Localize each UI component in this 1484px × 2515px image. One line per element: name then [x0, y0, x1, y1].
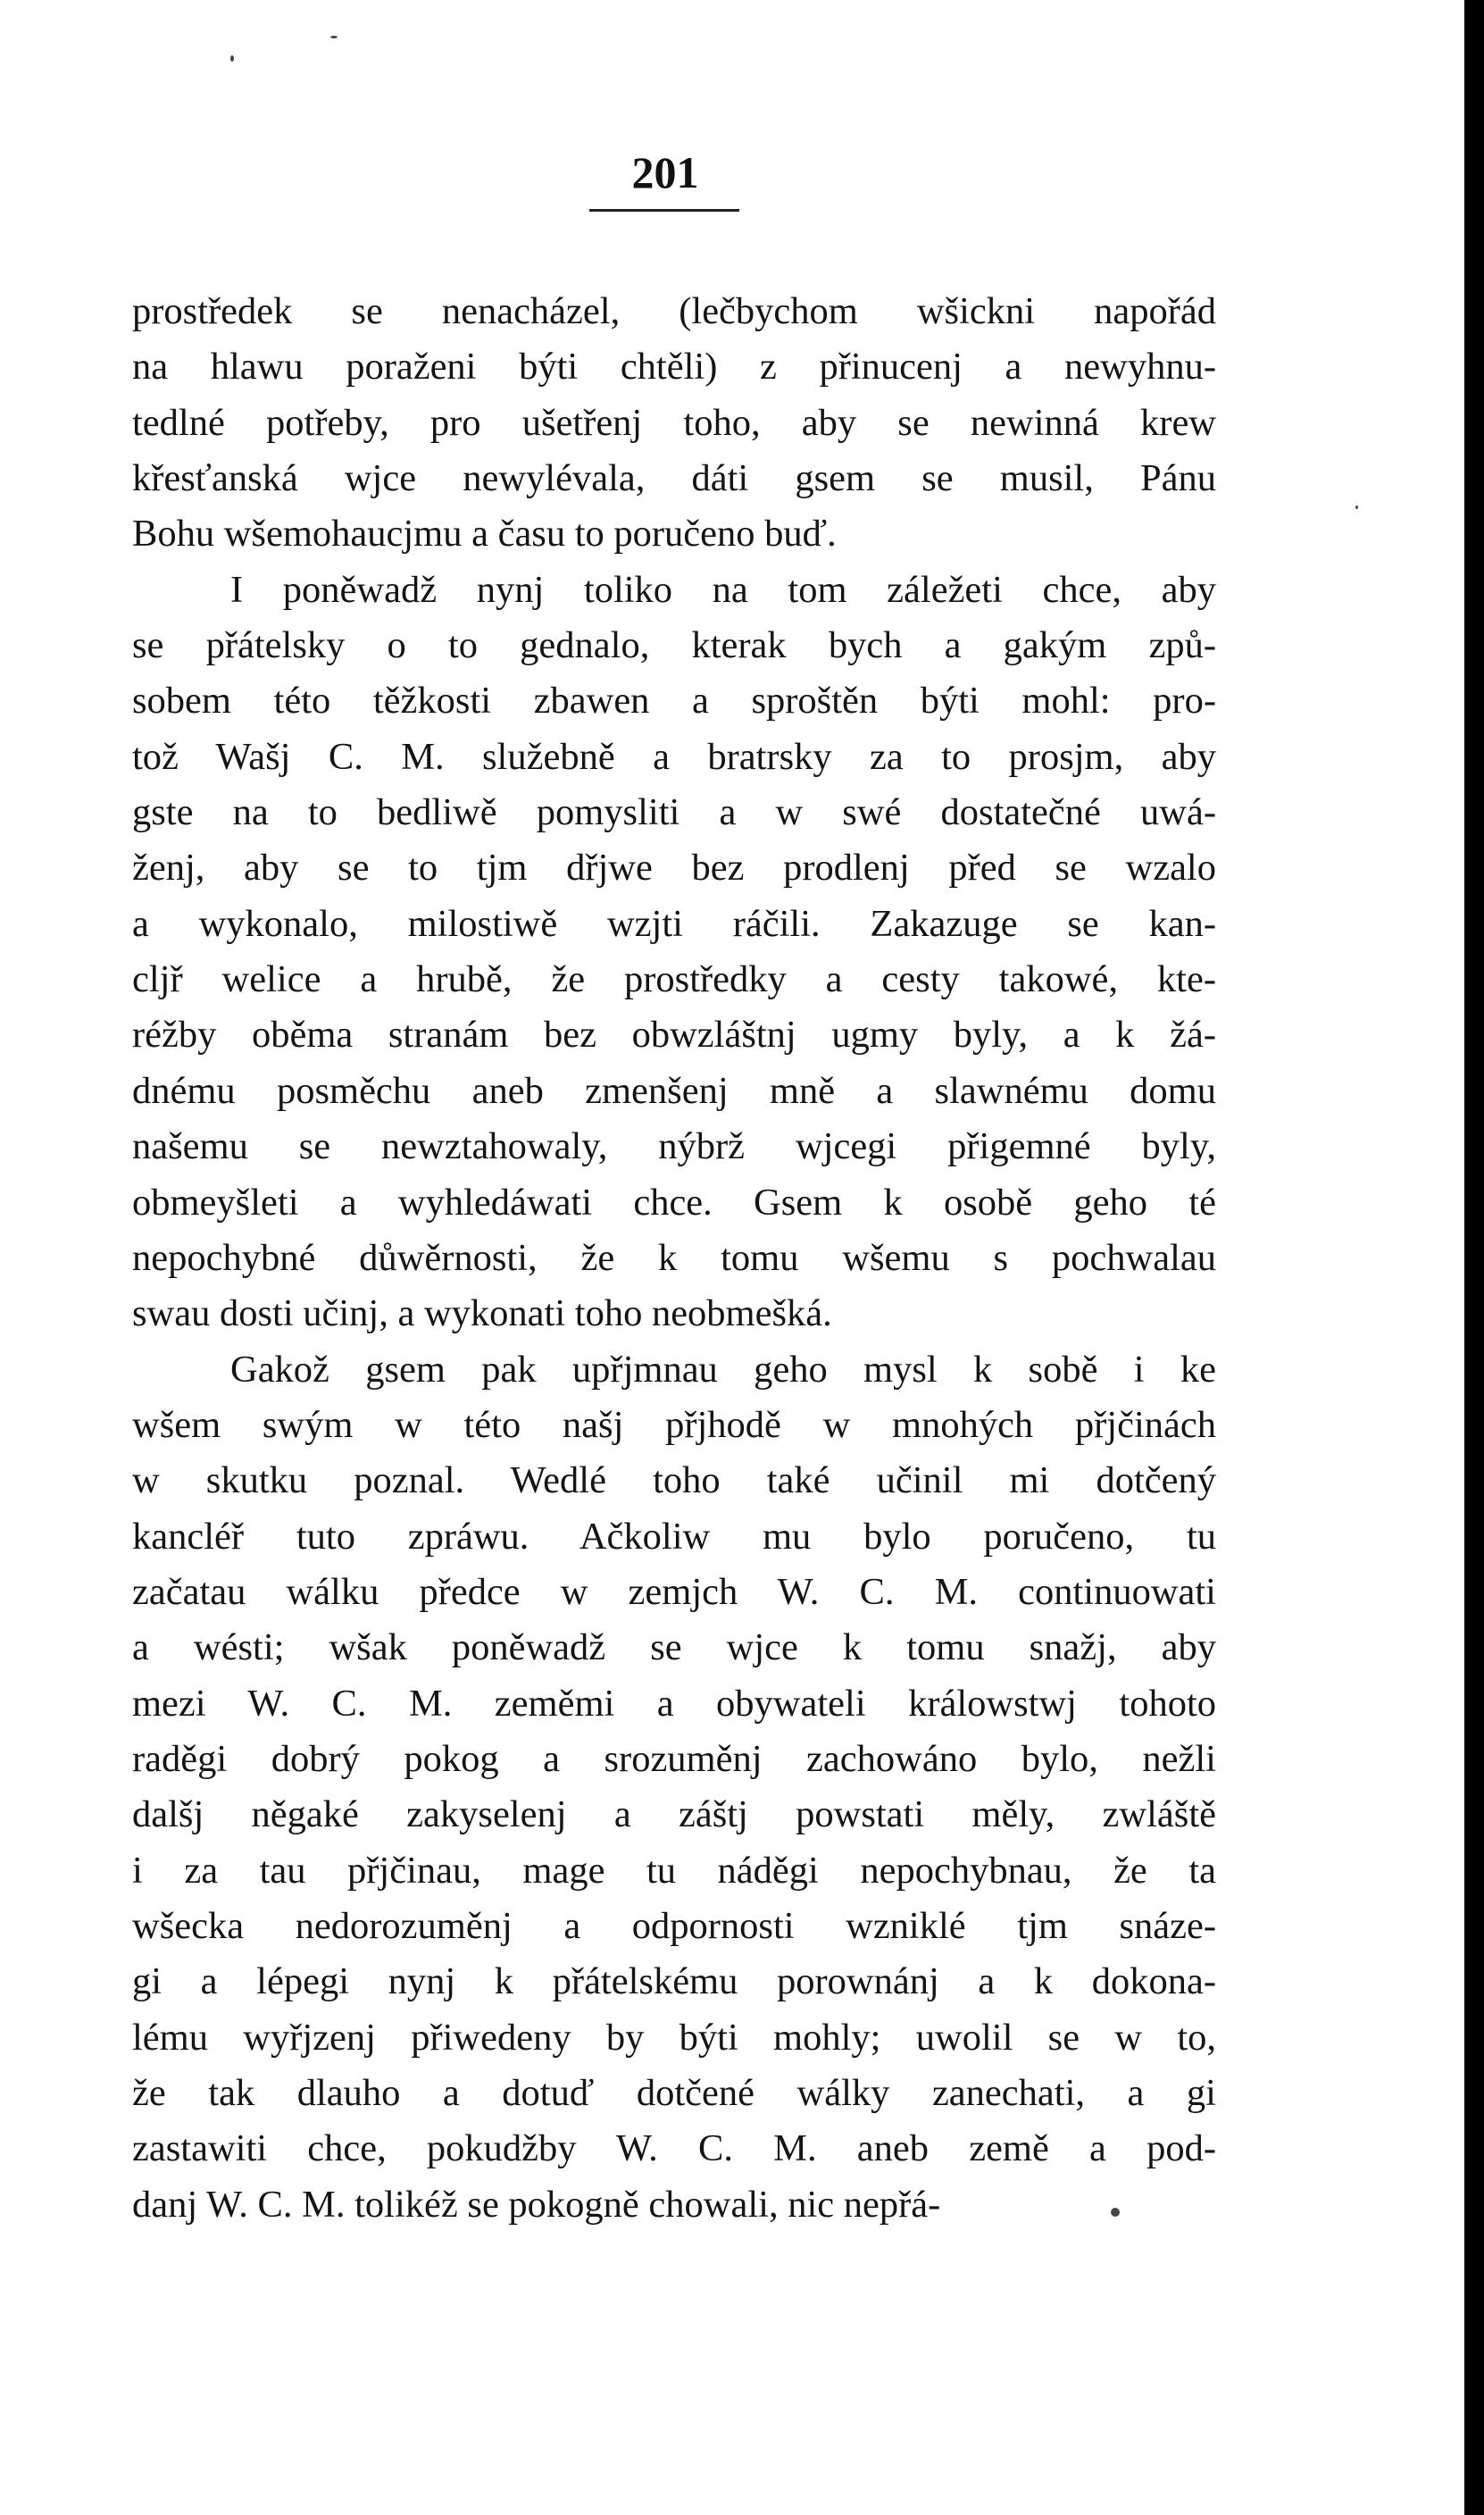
text-line: nepochybné důwěrnosti, že k tomu wšemu s pochwalau	[132, 1236, 1216, 1279]
text-line: dnému posměchu aneb zmenšenj mně a slawnému domu	[132, 1069, 1216, 1112]
text-line: prostředek se nenacházel, (lečbychom wšickni napořád	[132, 290, 1216, 332]
text-line: se přátelsky o to gednalo, kterak bych a gakým způ-	[132, 624, 1216, 667]
text-line: danj W. C. M. tolikéž se pokogně chowali, nic nepřá-	[132, 2183, 941, 2226]
text-line: mezi W. C. M. zeměmi a obywateli králowstwj tohoto	[132, 1682, 1216, 1725]
text-line: cljř welice a hrubě, že prostředky a cesty takowé, kte-	[132, 958, 1216, 1001]
text-line: začatau wálku předce w zemjch W. C. M. continuowati	[132, 1570, 1216, 1613]
text-line: wšem swým w této našj přjhodě w mnohých přjčinách	[132, 1403, 1216, 1446]
text-line: Gakož gsem pak upřjmnau geho mysl k sobě i ke	[230, 1348, 1216, 1391]
text-line: tedlné potřeby, pro ušetřenj toho, aby se newinná krew	[132, 401, 1216, 444]
text-line: tož Wašj C. M. služebně a bratrsky za to prosjm, aby	[132, 735, 1216, 778]
body-text	[132, 284, 1216, 2233]
text-line: kancléř tuto zpráwu. Ačkoliw mu bylo poručeno, tu	[132, 1515, 1216, 1558]
page-number-rule	[589, 209, 739, 212]
text-line: lému wyřjzenj přiwedeny by býti mohly; uwolil se w to,	[132, 2016, 1216, 2059]
text-line: a wésti; wšak poněwadž se wjce k tomu snažj, aby	[132, 1626, 1216, 1669]
text-line: réžby oběma stranám bez obwzláštnj ugmy byly, a k žá-	[132, 1014, 1216, 1057]
text-line: dalšj něgaké zakyselenj a záštj powstati měly, zwláště	[132, 1793, 1216, 1836]
text-line: a wykonalo, milostiwě wzjti ráčili. Zakazuge se kan-	[132, 902, 1216, 945]
text-line: ženj, aby se to tjm dřjwe bez prodlenj před se wzalo	[132, 847, 1216, 890]
text-line: obmeyšleti a wyhledáwati chce. Gsem k osobě geho té	[132, 1181, 1216, 1224]
text-line: w skutku poznal. Wedlé toho také učinil mi dotčený	[132, 1459, 1216, 1502]
text-line: raděgi dobrý pokog a srozuměnj zachowáno bylo, nežli	[132, 1737, 1216, 1780]
text-line: swau dosti učinj, a wykonati toho neobmešká.	[132, 1292, 832, 1335]
text-line: našemu se newztahowaly, nýbrž wjcegi přigemné byly,	[132, 1125, 1216, 1168]
text-line: wšecka nedorozuměnj a odpornosti wzniklé tjm snáze-	[132, 1904, 1216, 1947]
text-line: gi a lépegi nynj k přátelskému porownánj a k dokona-	[132, 1960, 1216, 2003]
page-number: 201	[631, 147, 699, 197]
text-line: křesťanská wjce newylévala, dáti gsem se musil, Pánu	[132, 457, 1216, 500]
text-line: že tak dlauho a dotuď dotčené wálky zanechati, a gi	[132, 2072, 1216, 2114]
text-line: sobem této těžkosti zbawen a sproštěn býti mohl: pro-	[132, 680, 1216, 723]
text-line: na hlawu poraženi býti chtěli) z přinucenj a newyhnu-	[132, 346, 1216, 389]
scan-border	[1464, 0, 1484, 2515]
text-line: Bohu wšemohaucjmu a času to poručeno buď.	[132, 513, 837, 556]
text-line: gste na to bedliwě pomysliti a w swé dostatečné uwá-	[132, 791, 1216, 834]
text-line: i za tau přjčinau, mage tu náděgi nepochybnau, že ta	[132, 1849, 1216, 1892]
text-line: zastawiti chce, pokudžby W. C. M. aneb země a pod-	[132, 2127, 1216, 2170]
text-line: I poněwadž nynj toliko na tom záležeti chce, aby	[230, 568, 1216, 611]
